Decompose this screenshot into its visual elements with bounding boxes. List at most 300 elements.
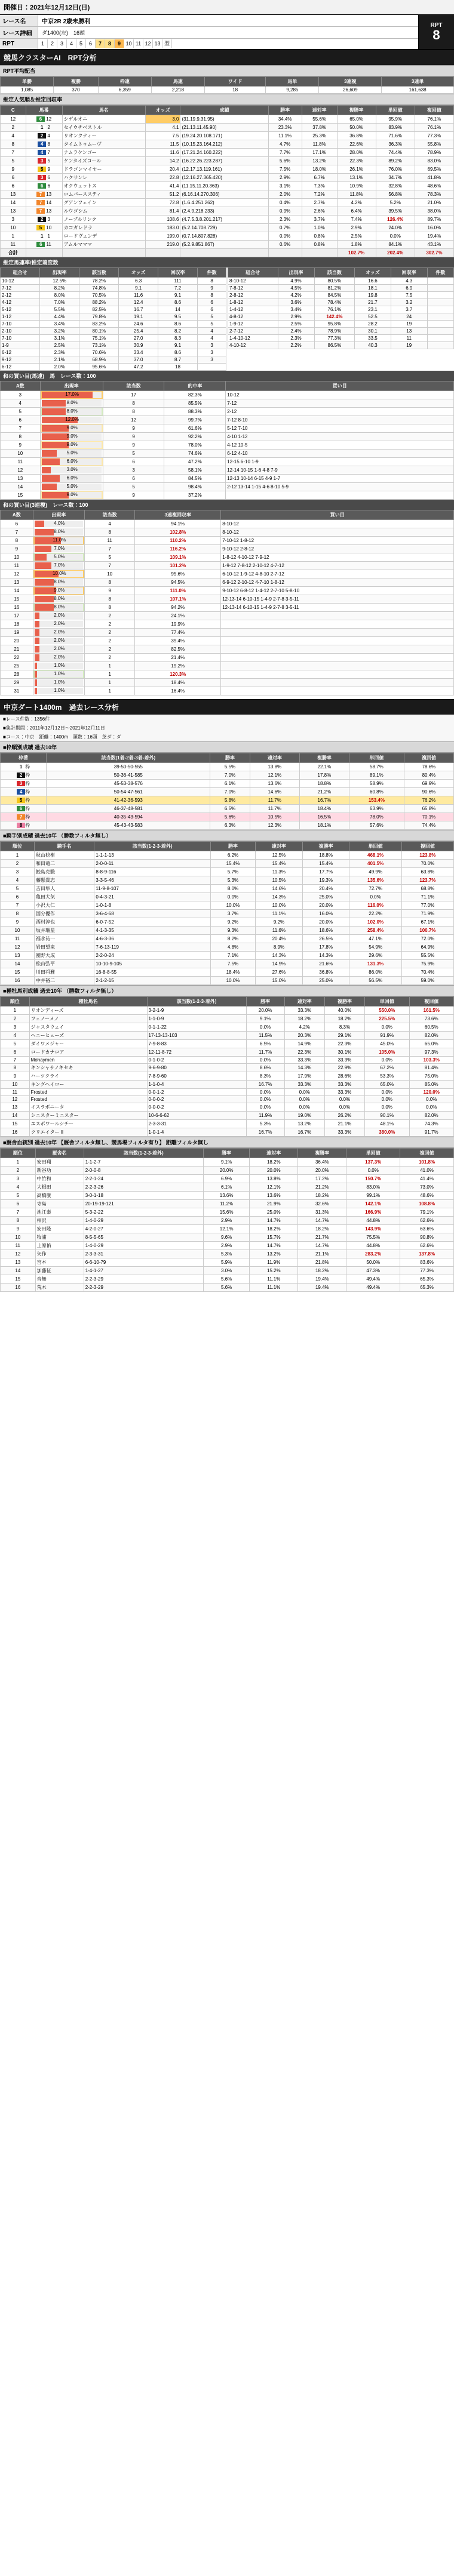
rpt-cell-型[interactable]: 型 xyxy=(162,39,172,48)
trainer-cell: 44.8% xyxy=(346,1242,400,1250)
trainer-cell: 11.1% xyxy=(250,1275,298,1284)
buy2-buy: 1-8-12 4-10-12 7-9-12 xyxy=(221,553,454,562)
est-left-cell: 1-9 xyxy=(1,342,40,349)
est-right-cell: 2.3% xyxy=(278,335,314,342)
trainer-cell[interactable]: 池江泰 xyxy=(35,1208,84,1217)
horse-name[interactable]: オクウェットス xyxy=(62,182,146,190)
buy2-row xyxy=(1,645,454,654)
sire-cell: 1-1-0-4 xyxy=(147,1081,246,1089)
buy1-n: 6 xyxy=(1,416,41,424)
horse-row xyxy=(1,207,454,216)
trainer-cell[interactable]: 安田翔 xyxy=(35,1158,84,1167)
est-left-cell: 6-12 xyxy=(1,349,40,356)
sire-cell: 16.7% xyxy=(284,1128,324,1137)
horse-win: 23.3% xyxy=(268,124,302,132)
est-right-cell xyxy=(427,313,453,321)
rpt-cell-1[interactable]: 1 xyxy=(38,39,48,48)
corner-p3: 18.4% xyxy=(299,805,349,813)
buy2-n: 21 xyxy=(1,645,33,654)
trainer-cell: 13.6% xyxy=(250,1192,298,1200)
payout-value: 370 xyxy=(54,87,99,94)
buy2-row xyxy=(1,612,454,620)
est-left-cell: 7.0% xyxy=(40,299,79,306)
corner-waku: 1 枠 xyxy=(1,763,47,771)
horse-name[interactable]: タイムトゥムーヴ xyxy=(62,140,146,149)
est-right-cell: 2-8-12 xyxy=(228,292,278,299)
rpt-cell-2[interactable]: 2 xyxy=(48,39,57,48)
buy2-buy: 9-10-12 2-8-12 xyxy=(221,545,454,553)
jockey-cell[interactable]: 福永祐一 xyxy=(34,935,94,943)
buy2-cnt: 2 xyxy=(84,612,134,620)
buy1-table xyxy=(0,381,454,500)
buy2-rate: 111.0% xyxy=(135,587,221,595)
rpt-cell-3[interactable]: 3 xyxy=(57,39,67,48)
buy2-row xyxy=(1,537,454,545)
corner-p3: 16.7% xyxy=(299,796,349,805)
trainer-cell: 99.1% xyxy=(346,1192,400,1200)
jockey-cell: 14.6% xyxy=(256,885,303,893)
sire-row xyxy=(1,1007,454,1015)
sire-cell: 17-13-13-103 xyxy=(147,1032,246,1040)
trainer-cell[interactable]: 宮本 xyxy=(35,1258,84,1267)
buy2-pct-text: 8.0% xyxy=(54,596,65,601)
corner-p2: 14.6% xyxy=(250,788,299,796)
trainer-cell: 65.3% xyxy=(400,1284,454,1292)
race-header xyxy=(0,15,454,50)
horse-waku: 4 7 xyxy=(26,149,62,157)
trainer-header-cell: 複回値 xyxy=(400,1149,454,1158)
buy2-rate: 19.9% xyxy=(135,620,221,629)
sire-cell: 19.0% xyxy=(284,1112,324,1120)
buy1-pct-text: 3.0% xyxy=(66,467,78,472)
jockey-cell: 8 xyxy=(1,910,35,918)
horse-name[interactable]: ケンタイズコール xyxy=(62,157,146,165)
sire-cell[interactable]: イスラボニータ xyxy=(29,1103,147,1112)
jockey-cell: 102.0% xyxy=(349,918,401,927)
buy1-rate: 85.5% xyxy=(164,399,226,408)
buy2-buy xyxy=(221,687,454,695)
horse-rank: 12 xyxy=(1,115,26,124)
sire-cell: 0.0% xyxy=(284,1089,324,1096)
horse-name[interactable]: シゲルオニ xyxy=(62,115,146,124)
est-left-row xyxy=(1,321,226,328)
rpt-badge xyxy=(418,15,454,49)
buy1-bar xyxy=(42,400,102,407)
sire-cell[interactable]: ダイワメジャー xyxy=(29,1040,147,1048)
jockey-cell: 29.6% xyxy=(349,952,401,960)
horse-waku: 7 14 xyxy=(26,199,62,207)
trainer-cell[interactable]: 寺島 xyxy=(35,1200,84,1208)
jockey-cell: 21.6% xyxy=(302,960,349,968)
est-left-row xyxy=(1,356,226,364)
sire-cell[interactable]: Mohaymen xyxy=(29,1057,147,1064)
trainer-cell: 31.3% xyxy=(298,1208,346,1217)
buy1-bar xyxy=(42,433,102,440)
rpt-cell-8[interactable]: 8 xyxy=(105,39,115,48)
buy1-cnt: 12 xyxy=(103,416,164,424)
buy2-buy: 12-13-14 6-10-15 1-4-9 2-7-8 3-5-11 xyxy=(221,604,454,612)
corner-row xyxy=(1,813,454,821)
jockey-cell: 8.2% xyxy=(210,935,255,943)
buy2-pct-text: 8.0% xyxy=(54,529,65,534)
jockey-cell: 3-6-4-68 xyxy=(94,910,211,918)
est-left-cell: 80.1% xyxy=(79,328,119,335)
sire-cell[interactable]: シニスターミニスター xyxy=(29,1112,147,1120)
horses-header-cell: 成績 xyxy=(180,106,268,115)
horse-fuku: 83.0% xyxy=(415,157,453,165)
horse-name[interactable]: セイウチベストル xyxy=(62,124,146,132)
buy2-bar-fill xyxy=(35,646,39,653)
corner-waku: 3 枠 xyxy=(1,780,47,788)
horse-name[interactable]: リオンクティー xyxy=(62,132,146,140)
est-left-cell: 73.1% xyxy=(79,342,119,349)
jockey-row xyxy=(1,860,454,868)
buy2-rate: 19.2% xyxy=(135,662,221,670)
sire-cell[interactable]: ロードカナロア xyxy=(29,1048,147,1057)
horse-place2: 6.7% xyxy=(302,174,337,182)
trainer-cell: 13.2% xyxy=(250,1250,298,1258)
trainer-cell: 11.2% xyxy=(203,1200,249,1208)
horse-record: (12.16.27.365.420) xyxy=(180,174,268,182)
sire-cell[interactable]: キンシャサノキセキ xyxy=(29,1064,147,1072)
buy1-buy: 12-15 6-10 1-9 xyxy=(226,458,454,466)
course-meta-row: ■レース件数：1356件 xyxy=(0,715,454,724)
est-left-cell: 79.8% xyxy=(79,313,119,321)
trainer-cell[interactable]: 新谷功 xyxy=(35,1167,84,1175)
race-detail-label: レース詳細 xyxy=(0,27,38,38)
est-right-cell: 7-8-12 xyxy=(228,285,278,292)
trainer-cell: 7 xyxy=(1,1208,36,1217)
jockey-cell: 4.8% xyxy=(210,943,255,952)
horse-fuku: 76.1% xyxy=(415,115,453,124)
horse-name[interactable]: アムルマママ xyxy=(62,241,146,249)
sire-cell[interactable]: ヘニーヒューズ xyxy=(29,1032,147,1040)
sire-cell: 65.0% xyxy=(409,1040,454,1048)
sire-cell[interactable]: Frosted xyxy=(29,1096,147,1103)
jockey-cell[interactable]: 團野大成 xyxy=(34,952,94,960)
trainer-cell[interactable]: 大根田 xyxy=(35,1183,84,1192)
trainer-cell[interactable]: 荒木 xyxy=(35,1284,84,1292)
sire-cell: 0-1-1-22 xyxy=(147,1023,246,1032)
jockey-cell[interactable]: 亀田大気 xyxy=(34,893,94,901)
rpt-number-strip[interactable] xyxy=(38,39,172,48)
trainer-cell: 20.0% xyxy=(250,1167,298,1175)
horse-waku: 3 6 xyxy=(26,174,62,182)
sire-header-cell: 複回値 xyxy=(409,997,454,1007)
est-right-header-cell: オッズ xyxy=(355,268,391,278)
buy2-bar-fill xyxy=(35,596,54,602)
rpt-cell-5[interactable]: 5 xyxy=(76,39,86,48)
race-detail-value: ダ1400(左) 16頭 xyxy=(42,30,85,36)
horse-fuku: 19.4% xyxy=(415,232,453,241)
sire-cell: 29.1% xyxy=(324,1032,364,1040)
trainer-cell[interactable]: 矢作 xyxy=(35,1250,84,1258)
horse-record: (0.7.14.807.828) xyxy=(180,232,268,241)
jockey-cell: 11.1% xyxy=(256,910,303,918)
rpt-cell-4[interactable]: 4 xyxy=(67,39,76,48)
buy1-cnt: 3 xyxy=(103,466,164,475)
trainer-cell: 21.8% xyxy=(298,1258,346,1267)
trainer-cell[interactable]: 牧浦 xyxy=(35,1233,84,1242)
horse-rank: 7 xyxy=(1,149,26,157)
buy2-n: 7 xyxy=(1,528,33,537)
corner-tan: 57.6% xyxy=(349,821,404,830)
est-left-cell: 3.4% xyxy=(40,321,79,328)
trainer-cell[interactable]: 音無 xyxy=(35,1275,84,1284)
est-left-cell: 6 xyxy=(198,306,226,313)
est-right-cell xyxy=(427,335,453,342)
horse-name[interactable]: グアンフェイン xyxy=(62,199,146,207)
corner-header-cell: 勝率 xyxy=(210,753,250,763)
est-left-cell: 37.0 xyxy=(119,356,158,364)
date-bar: 開催日：2021年12月12日(日) xyxy=(0,0,454,15)
jockey-cell[interactable]: 小沢大仁 xyxy=(34,901,94,910)
waku-badge: 4 xyxy=(38,141,46,147)
est-rank-right xyxy=(228,267,454,371)
horse-row xyxy=(1,115,454,124)
buy2-n: 16 xyxy=(1,604,33,612)
buy1-n: 15 xyxy=(1,491,41,500)
sire-cell: 0.0% xyxy=(409,1096,454,1103)
corner-header xyxy=(1,753,454,763)
waku-badge: 6 xyxy=(38,183,46,189)
horse-name[interactable]: ドラゴンマイヤー xyxy=(62,165,146,174)
rpt-cell-6[interactable]: 6 xyxy=(86,39,96,48)
buy2-rate: 18.4% xyxy=(135,679,221,687)
payout-header-cell: ワイド xyxy=(204,77,265,87)
rpt-cell-13[interactable]: 13 xyxy=(153,39,162,48)
jockey-cell[interactable]: 鮫島克駿 xyxy=(34,868,94,876)
buy1-pct-text: 5.0% xyxy=(66,484,78,489)
total-blank xyxy=(146,249,180,257)
horse-odds: 3.0 xyxy=(146,115,180,124)
sire-table xyxy=(0,996,454,1137)
buy1-header-cell: A数 xyxy=(1,381,41,391)
est-right-cell: 28.2 xyxy=(355,321,391,328)
est-right-cell xyxy=(427,292,453,299)
buy2-cnt: 8 xyxy=(84,578,134,587)
sire-cell: 9.1% xyxy=(246,1015,284,1023)
horse-place2: 2.7% xyxy=(302,199,337,207)
buy1-pct xyxy=(40,450,103,458)
buy2-pct xyxy=(33,629,84,637)
trainer-cell: 6 xyxy=(1,1200,36,1208)
buy2-bar xyxy=(35,554,83,561)
horse-name[interactable]: カコガレドラ xyxy=(62,224,146,232)
jockey-cell: 135.6% xyxy=(349,876,401,885)
jockey-cell[interactable]: 秋山稔樹 xyxy=(34,851,94,860)
est-right-cell: 2.5% xyxy=(278,321,314,328)
buy2-row xyxy=(1,604,454,612)
est-right-cell: 40.3 xyxy=(355,342,391,349)
trainer-header-cell: 該当数(1-2-3-着外) xyxy=(84,1149,203,1158)
buy1-rate: 47.2% xyxy=(164,458,226,466)
jockey-row xyxy=(1,960,454,968)
sire-cell[interactable]: エスポワールシチー xyxy=(29,1120,147,1128)
jockey-cell[interactable]: 川田将雅 xyxy=(34,968,94,977)
jockey-cell: 10.0% xyxy=(210,977,255,985)
trainer-row xyxy=(1,1183,454,1192)
buy2-pct xyxy=(33,545,84,553)
trainer-cell: 5.3% xyxy=(203,1250,249,1258)
horse-name[interactable]: ロードヴェンデ xyxy=(62,232,146,241)
jockey-cell: 7.1% xyxy=(210,952,255,960)
est-right-cell: 16.6 xyxy=(355,278,391,285)
est-right-row xyxy=(228,342,454,349)
buy2-pct-text: 2.0% xyxy=(54,629,65,635)
corner-win: 5.5% xyxy=(210,763,250,771)
est-right-cell: 4-10-12 xyxy=(228,342,278,349)
sire-cell: 73.6% xyxy=(409,1015,454,1023)
est-right-cell: 4.9% xyxy=(278,278,314,285)
trainer-cell: 2-2-3-29 xyxy=(84,1275,203,1284)
buy2-pct-text: 1.0% xyxy=(54,679,65,685)
horse-name[interactable]: ノーブルリンク xyxy=(62,216,146,224)
horse-name[interactable]: ナムラケンゴー xyxy=(62,149,146,157)
jockey-cell: 3 xyxy=(1,868,35,876)
jockey-cell: 11-9-8-107 xyxy=(94,885,211,893)
buy2-rate: 94.2% xyxy=(135,604,221,612)
jockey-cell[interactable]: 和田竜二 xyxy=(34,860,94,868)
jockey-row xyxy=(1,910,454,918)
trainer-cell[interactable]: 加藤征 xyxy=(35,1267,84,1275)
sire-row xyxy=(1,1032,454,1040)
jockey-cell[interactable]: 坂井瑠星 xyxy=(34,927,94,935)
jockey-cell: 71.1% xyxy=(401,893,453,901)
trainer-cell: 166.9% xyxy=(346,1208,400,1217)
horse-tan: 56.8% xyxy=(376,190,415,199)
horse-tan: 5.2% xyxy=(376,199,415,207)
jockey-cell[interactable]: 岩田望来 xyxy=(34,943,94,952)
buy1-pct-text: 8.0% xyxy=(66,400,78,405)
buy2-pct xyxy=(33,562,84,570)
est-right-row xyxy=(228,335,454,342)
sire-cell: 3 xyxy=(1,1023,30,1032)
buy1-bar-fill xyxy=(42,492,69,498)
est-right-cell: 7.5 xyxy=(391,292,427,299)
horse-row xyxy=(1,149,454,157)
sire-cell[interactable]: フェノーメノ xyxy=(29,1015,147,1023)
buy2-cnt: 5 xyxy=(84,553,134,562)
jockey-cell: 72.0% xyxy=(401,935,453,943)
horse-name[interactable]: ハクサンレ xyxy=(62,174,146,182)
jockey-cell[interactable]: 藤懸貴志 xyxy=(34,876,94,885)
corner-waku: 8 枠 xyxy=(1,821,47,830)
buy2-rate: 95.6% xyxy=(135,570,221,578)
horse-rank: 4 xyxy=(1,132,26,140)
sire-cell: 65.0% xyxy=(365,1081,409,1089)
buy1-bar xyxy=(42,425,102,432)
waku-badge: 3 xyxy=(38,158,46,164)
sire-cell[interactable]: クリエイター II xyxy=(29,1128,147,1137)
buy2-cnt: 7 xyxy=(84,545,134,553)
est-left-cell xyxy=(198,364,226,371)
est-left-cell: 74.8% xyxy=(79,285,119,292)
sire-cell[interactable]: リオンディーズ xyxy=(29,1007,147,1015)
horses-header-cell: 複勝率 xyxy=(337,106,376,115)
sire-cell: 8 xyxy=(1,1064,30,1072)
horse-place2: 18.0% xyxy=(302,165,337,174)
trainer-row xyxy=(1,1175,454,1183)
jockey-cell[interactable]: 松山弘平 xyxy=(34,960,94,968)
sire-cell: 33.3% xyxy=(284,1081,324,1089)
sire-cell[interactable]: キングヘイロー xyxy=(29,1081,147,1089)
ai-section-title: 競馬クラスターAI RPT分析 xyxy=(0,50,454,65)
rpt-cell-11[interactable]: 11 xyxy=(134,39,143,48)
buy1-bar xyxy=(42,417,102,423)
horse-name[interactable]: ロムパーススティ xyxy=(62,190,146,199)
horse-place2: 3.7% xyxy=(302,216,337,224)
jockey-cell[interactable]: 中井裕二 xyxy=(34,977,94,985)
sire-cell: 33.3% xyxy=(284,1057,324,1064)
horse-waku: 6 12 xyxy=(26,115,62,124)
sire-cell: 10 xyxy=(1,1081,30,1089)
sire-cell: 5 xyxy=(1,1040,30,1048)
waku-badge: 7 xyxy=(36,200,45,205)
buy1-cnt: 9 xyxy=(103,491,164,500)
horse-row xyxy=(1,165,454,174)
trainer-cell[interactable]: 中竹和 xyxy=(35,1175,84,1183)
buy1-row xyxy=(1,416,454,424)
jockey-cell[interactable]: 国分優作 xyxy=(34,910,94,918)
buy1-bar-fill xyxy=(42,458,60,465)
trainer-cell[interactable]: 高橋康 xyxy=(35,1192,84,1200)
horse-fuku: 78.3% xyxy=(415,190,453,199)
buy2-bar-fill xyxy=(35,654,39,661)
trainer-cell[interactable]: 上原佑 xyxy=(35,1242,84,1250)
sire-cell[interactable]: ハーツクライ xyxy=(29,1072,147,1081)
est-right-cell: 4.3 xyxy=(391,278,427,285)
est-left-row xyxy=(1,349,226,356)
horse-row xyxy=(1,216,454,224)
trainer-cell: 2-2-1-24 xyxy=(84,1175,203,1183)
trainer-cell[interactable]: 安田隆 xyxy=(35,1225,84,1233)
buy2-pct xyxy=(33,570,84,578)
buy2-buy xyxy=(221,679,454,687)
course-meta xyxy=(0,715,454,741)
rpt-cell-12[interactable]: 12 xyxy=(143,39,153,48)
buy2-bar xyxy=(35,671,83,678)
trainer-header-cell: 連対率 xyxy=(250,1149,298,1158)
corner-record: 45-43-43-583 xyxy=(47,821,210,830)
horse-win: 0.9% xyxy=(268,207,302,216)
buy2-buy: 6-9-12 2-10-12 4-7-10 1-8-12 xyxy=(221,578,454,587)
buy2-bar xyxy=(35,629,83,636)
sire-cell: 0-1-0-2 xyxy=(147,1057,246,1064)
est-left-cell: 6 xyxy=(198,299,226,306)
rpt-cell-7[interactable]: 7 xyxy=(96,39,105,48)
sire-cell: 6.5% xyxy=(246,1040,284,1048)
trainer-cell[interactable]: 相沢 xyxy=(35,1217,84,1225)
est-left-cell: 8.2 xyxy=(158,328,197,335)
jockey-cell[interactable]: 吉田隼人 xyxy=(34,885,94,893)
buy1-row xyxy=(1,441,454,450)
horse-name[interactable]: ルウゴシム xyxy=(62,207,146,216)
buy1-pct xyxy=(40,441,103,450)
sire-cell[interactable]: ジャスタウェイ xyxy=(29,1023,147,1032)
est-right-row xyxy=(228,313,454,321)
sire-cell[interactable]: Frosted xyxy=(29,1089,147,1096)
jockey-cell: 63.8% xyxy=(401,868,453,876)
est-left-cell: 27.0 xyxy=(119,335,158,342)
est-left-cell: 7-10 xyxy=(1,335,40,342)
rpt-cell-9[interactable]: 9 xyxy=(115,39,124,48)
corner-p2: 12.3% xyxy=(250,821,299,830)
rpt-cell-10[interactable]: 10 xyxy=(124,39,134,48)
jockey-cell[interactable]: 西村淳也 xyxy=(34,918,94,927)
est-right-cell: 78.9% xyxy=(314,328,355,335)
buy2-pct xyxy=(33,612,84,620)
